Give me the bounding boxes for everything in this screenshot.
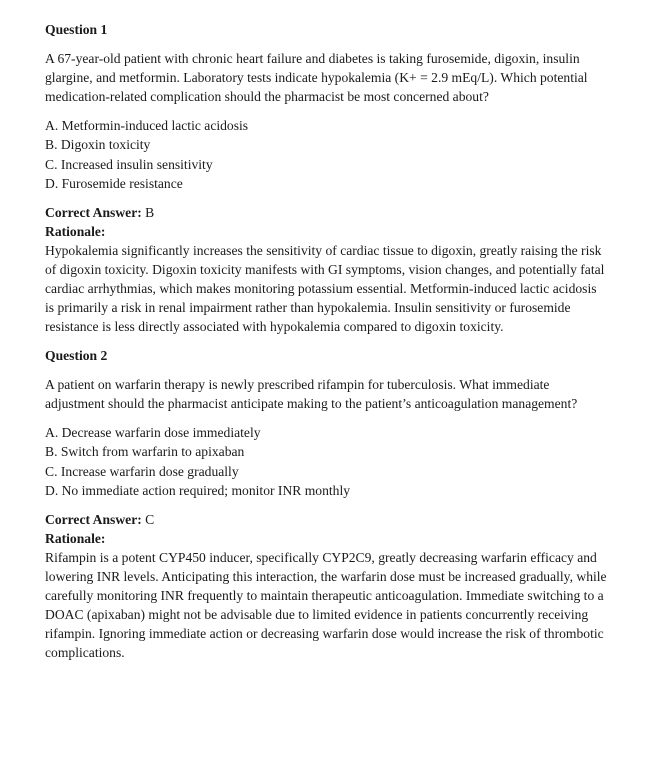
correct-answer-label: Correct Answer: bbox=[45, 205, 142, 221]
question-stem: A patient on warfarin therapy is newly prescribed rifampin for tuberculosis. What immediate adjustment should the pharmacist anticipate making to the patient’s anticoagulation management? bbox=[45, 377, 578, 412]
answer-options bbox=[45, 423, 608, 500]
rationale-text: Hypokalemia significantly increases the sensitivity of cardiac tissue to digoxin, greatly raising the risk of digoxin toxicity. Digoxin toxicity manifests with GI symptoms, vision changes, and potentially fatal cardiac arrhythmias, which makes monitoring potassium essential. Metformin-induced lactic acidosis is primarily a risk in renal impairment rather than hypokalemia. Insulin sensitivity or furosemide resistance is less directly associated with hypokalemia compared to digoxin toxicity. bbox=[45, 243, 605, 335]
option-b: B. Switch from warfarin to apixaban bbox=[45, 444, 245, 460]
correct-answer bbox=[45, 510, 608, 529]
option-d: D. Furosemide resistance bbox=[45, 175, 183, 191]
question-1 bbox=[45, 20, 608, 336]
question-heading: Question 1 bbox=[45, 22, 108, 37]
rationale-label: Rationale: bbox=[45, 224, 106, 240]
correct-answer-value: B bbox=[145, 205, 155, 221]
option-a: A. Metformin-induced lactic acidosis bbox=[45, 118, 249, 133]
rationale-text: Rifampin is a potent CYP450 inducer, specifically CYP2C9, greatly decreasing warfarin efficacy and lowering INR levels. Anticipating this interaction, the warfarin dose must be increased gradually, while carefully monitoring INR frequently to maintain therapeutic anticoagulation. Immediate switching to a DOAC (apixaban) might not be advisable due to limited evidence in patients concurrently receiving rifampin. Ignoring immediate action or decreasing warfarin dose would increase the risk of thrombotic complications. bbox=[45, 550, 607, 661]
question-2 bbox=[45, 346, 608, 662]
question-heading: Question 2 bbox=[45, 348, 108, 364]
correct-answer-value: C bbox=[145, 512, 155, 528]
option-d: D. No immediate action required; monitor INR monthly bbox=[45, 483, 351, 499]
question-stem: A 67-year-old patient with chronic heart failure and diabetes is taking furosemide, digoxin, insulin glargine, and metformin. Laboratory tests indicate hypokalemia (K+ = 2.9 mEq/L). Which potential medication-related complication should the pharmacist be most concerned about? bbox=[45, 51, 588, 104]
option-c: C. Increased insulin sensitivity bbox=[45, 156, 213, 172]
option-c: C. Increase warfarin dose gradually bbox=[45, 463, 239, 479]
option-b: B. Digoxin toxicity bbox=[45, 137, 151, 153]
option-a: A. Decrease warfarin dose immediately bbox=[45, 425, 261, 441]
correct-answer bbox=[45, 203, 608, 222]
rationale-label: Rationale: bbox=[45, 531, 106, 547]
correct-answer-label: Correct Answer: bbox=[45, 512, 142, 528]
answer-options bbox=[45, 116, 608, 193]
